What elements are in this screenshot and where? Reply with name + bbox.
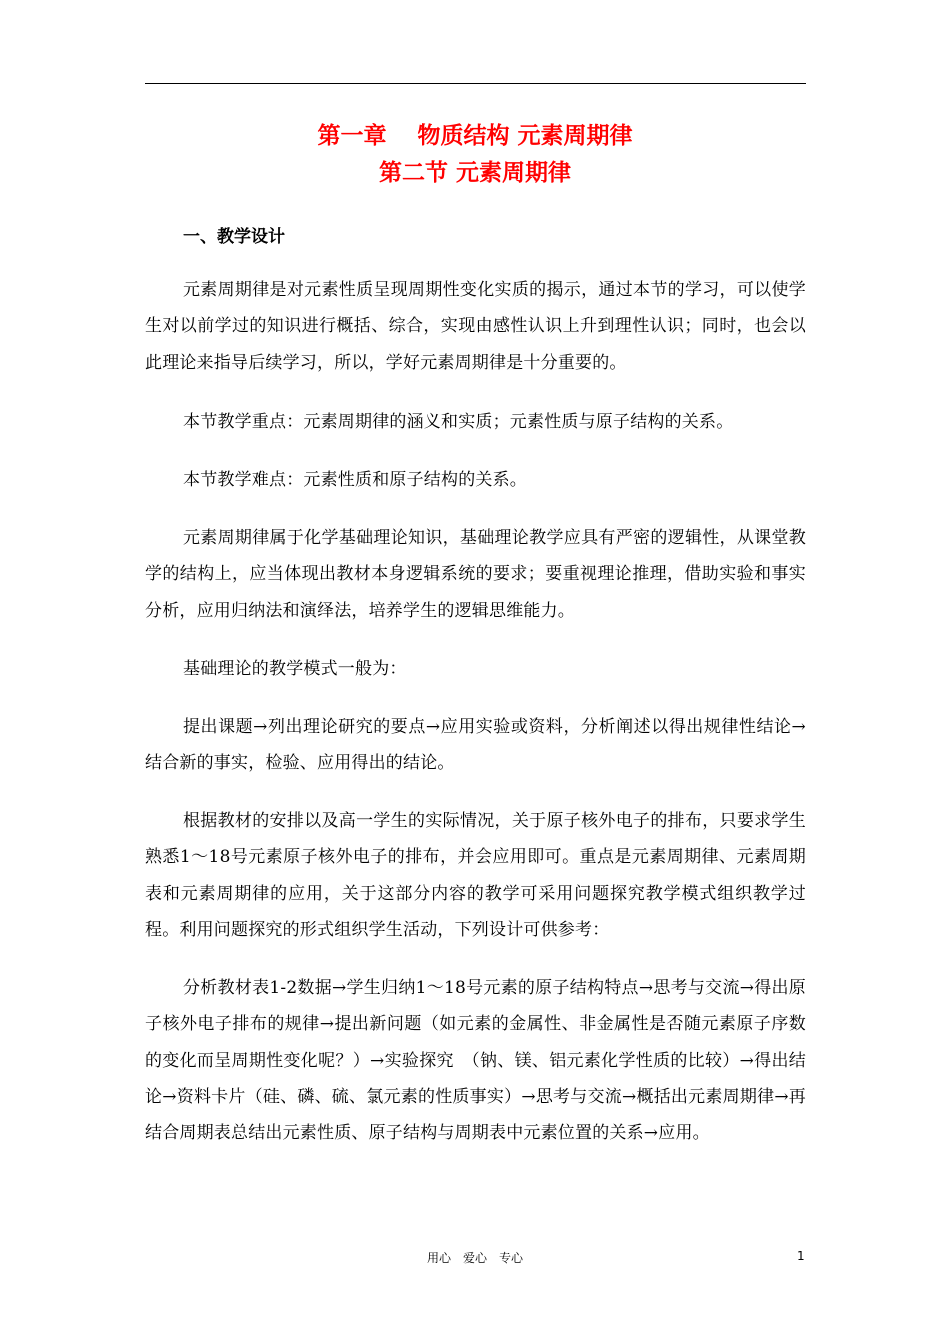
paragraph-design-flow: 分析教材表1-2数据→学生归纳1～18号元素的原子结构特点→思考与交流→得出原子核外电子排布的规律→提出新问题（如元素的金属性、非金属性是否随元素原子序数的变化而呈周期性变化呢？）→实验探究 （钠、镁、铝元素化学性质的比较）→得出结论→资料卡片（硅、磷、硫、氯元素的性质事实）→思考与交流→概括出元素周期律→再结合周期表总结出元素性质、原子结构与周期表中元素位置的关系→应用。	[145, 978, 806, 1144]
page-number: 1	[797, 1249, 805, 1263]
header-rule	[145, 83, 806, 84]
paragraph-theory: 元素周期律属于化学基础理论知识，基础理论教学应具有严密的逻辑性，从课堂教学的结构上，应当体现出教材本身逻辑系统的要求；要重视理论推理，借助实验和事实分析，应用归纳法和演绎法，培养学生的逻辑思维能力。	[145, 528, 806, 621]
section-title: 第二节 元素周期律	[378, 160, 571, 186]
chapter-title: 第一章 物质结构 元素周期律	[317, 123, 633, 149]
paragraph-arrangement: 根据教材的安排以及高一学生的实际情况，关于原子核外电子的排布，只要求学生熟悉1～18号元素原子核外电子的排布，并会应用即可。重点是元素周期律、元素周期表和元素周期律的应用，关于这部分内容的教学可采用问题探究教学模式组织教学过程。利用问题探究的形式组织学生活动，下列设计可供参考：	[145, 811, 806, 940]
section-heading: 一、教学设计	[183, 227, 285, 247]
paragraph-teaching-mode: 基础理论的教学模式一般为：	[183, 659, 407, 679]
footer-motto: 用心 爱心 专心	[426, 1251, 523, 1265]
paragraph-mode-steps: 提出课题→列出理论研究的要点→应用实验或资料，分析阐述以得出规律性结论→结合新的事实，检验、应用得出的结论。	[145, 717, 806, 774]
paragraph-difficulties: 本节教学难点：元素性质和原子结构的关系。	[183, 470, 527, 490]
paragraph-intro: 元素周期律是对元素性质呈现周期性变化实质的揭示，通过本节的学习，可以使学生对以前学过的知识进行概括、综合，实现由感性认识上升到理性认识；同时，也会以此理论来指导后续学习，所以，学好元素周期律是十分重要的。	[145, 280, 806, 373]
paragraph-key-points: 本节教学重点：元素周期律的涵义和实质；元素性质与原子结构的关系。	[183, 412, 734, 432]
